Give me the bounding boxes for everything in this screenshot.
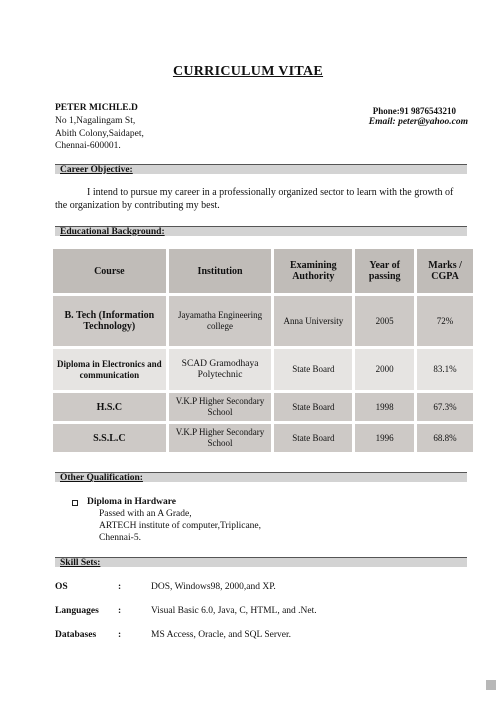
institution-cell: SCAD Gramodhaya Polytechnic: [169, 349, 272, 390]
section-header-career: [55, 164, 467, 174]
skill-value: DOS, Windows98, 2000,and XP.: [151, 582, 276, 592]
course-cell: H.S.C: [53, 393, 166, 421]
address-line: Abith Colony,Saidapet,: [55, 128, 144, 139]
year-cell: 2000: [355, 349, 414, 390]
qualification-details: [99, 508, 261, 544]
square-bullet-icon: [72, 500, 78, 506]
table-header-row: [53, 249, 473, 293]
skill-colon: :: [118, 630, 122, 640]
column-header: Examining Authority: [274, 249, 352, 293]
email-address: Email: peter@yahoo.com: [368, 117, 468, 127]
qualification-title: Diploma in Hardware: [87, 497, 177, 507]
section-title: Educational Background:: [60, 227, 165, 237]
institution-cell: V.K.P Higher Secondary School: [169, 424, 272, 452]
course-cell: B. Tech (Information Technology): [53, 296, 166, 346]
skill-value: Visual Basic 6.0, Java, C, HTML, and .Net.: [151, 606, 317, 616]
course-cell: S.S.L.C: [53, 424, 166, 452]
skill-value: MS Access, Oracle, and SQL Server.: [151, 630, 292, 640]
marks-cell: 68.8%: [417, 424, 473, 452]
skill-label: Languages: [55, 606, 99, 616]
section-header-other: [55, 472, 467, 482]
section-title: Skill Sets:: [60, 558, 101, 568]
column-header: Course: [53, 249, 166, 293]
authority-cell: Anna University: [274, 296, 352, 346]
address-line: Chennai-600001.: [55, 141, 121, 151]
table-row: [53, 393, 473, 421]
course-cell: Diploma in Electronics and communication: [53, 349, 166, 390]
section-header-skills: [55, 557, 467, 567]
marks-cell: 67.3%: [417, 393, 473, 421]
skill-colon: :: [118, 582, 122, 592]
column-header: Institution: [169, 249, 272, 293]
authority-cell: State Board: [274, 424, 352, 452]
authority-cell: State Board: [274, 349, 352, 390]
section-header-education: [55, 226, 467, 236]
education-table: [50, 246, 476, 455]
institution-cell: V.K.P Higher Secondary School: [169, 393, 272, 421]
candidate-name: PETER MICHLE.D: [55, 103, 138, 113]
year-cell: 1996: [355, 424, 414, 452]
year-cell: 2005: [355, 296, 414, 346]
skill-label: OS: [55, 582, 68, 592]
institution-cell: Jayamatha Engineering college: [169, 296, 272, 346]
marks-cell: 72%: [417, 296, 473, 346]
page-corner-marker: [486, 680, 496, 690]
year-cell: 1998: [355, 393, 414, 421]
skill-label: Databases: [55, 630, 97, 640]
qualification-line: ARTECH institute of computer,Triplicane,: [99, 521, 262, 531]
authority-cell: State Board: [274, 393, 352, 421]
table-row: [53, 349, 473, 390]
qualification-line: Passed with an A Grade,: [99, 509, 192, 519]
section-title: Other Qualification:: [60, 473, 143, 483]
address-block: [55, 115, 144, 153]
column-header: Marks / CGPA: [417, 249, 473, 293]
career-objective-text: I intend to pursue my career in a professionally organized sector to learn with the growth of the organization by contributing my best.: [55, 187, 454, 211]
section-title: Career Objective:: [60, 165, 133, 175]
skill-colon: :: [118, 606, 122, 616]
qualification-line: Chennai-5.: [99, 533, 141, 543]
table-row: [53, 296, 473, 346]
table-row: [53, 424, 473, 452]
marks-cell: 83.1%: [417, 349, 473, 390]
document-title: CURRICULUM VITAE: [172, 64, 324, 79]
address-line: No 1,Nagalingam St,: [55, 116, 136, 126]
column-header: Year of passing: [355, 249, 414, 293]
phone-number: Phone:91 9876543210: [372, 106, 456, 116]
